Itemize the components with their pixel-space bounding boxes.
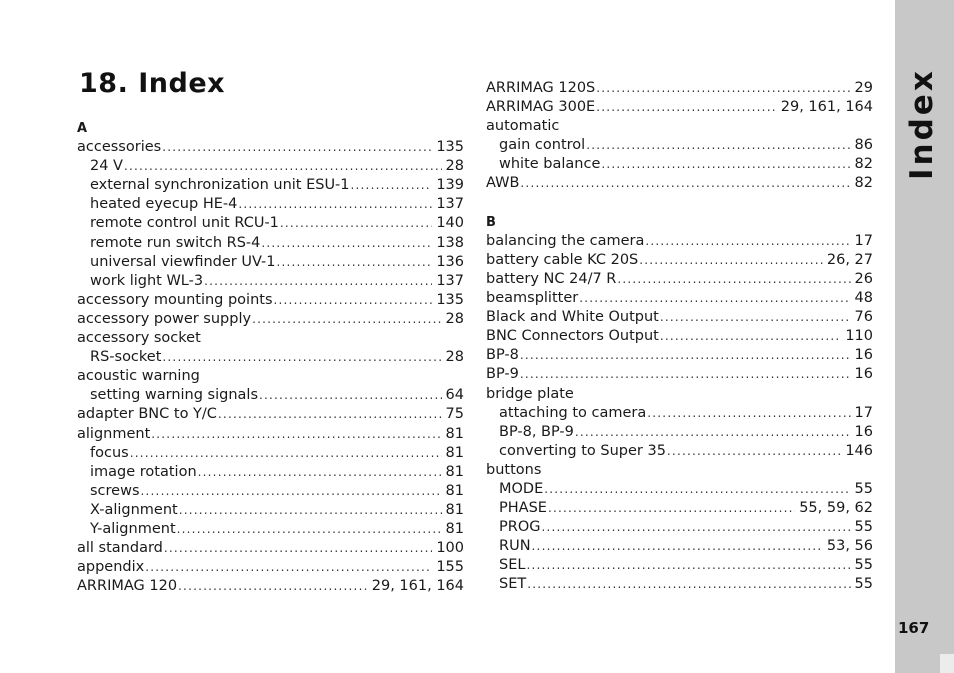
index-term: BP-8: [486, 347, 519, 364]
dot-leader: [532, 537, 823, 556]
index-term: heated eyecup HE-4: [90, 196, 238, 213]
index-subentry: [77, 253, 464, 272]
dot-leader: [647, 404, 850, 423]
index-term: BNC Connectors Output: [486, 328, 659, 345]
page-reference: 55: [854, 519, 873, 536]
section-letter: A: [77, 121, 88, 136]
index-term: image rotation: [90, 463, 197, 480]
index-term: ARRIMAG 300E: [486, 99, 596, 116]
index-term: battery cable KC 20S: [486, 251, 639, 268]
index-entry: [77, 558, 464, 577]
dot-leader: [274, 291, 433, 310]
dot-leader: [520, 365, 851, 384]
page-reference: 146: [845, 442, 873, 459]
page-title: 18. Index: [79, 68, 226, 99]
dot-leader: [526, 556, 850, 575]
index-term: RUN: [499, 538, 531, 555]
index-term: RS-socket: [90, 349, 162, 366]
page-reference: 55: [854, 480, 873, 497]
page-reference: 26, 27: [826, 251, 873, 268]
index-term: converting to Super 35: [499, 442, 666, 459]
index-subentry: [486, 155, 873, 174]
corner-marker: [940, 654, 954, 673]
index-term: appendix: [77, 559, 145, 576]
dot-leader: [177, 520, 442, 539]
dot-leader: [141, 482, 442, 501]
page-reference: 28: [445, 349, 464, 366]
page-reference: 100: [436, 540, 464, 557]
index-entry: [486, 251, 873, 270]
index-term: AWB: [486, 175, 520, 192]
index-entry: [486, 117, 873, 136]
dot-leader: [579, 289, 850, 308]
dot-leader: [162, 348, 441, 367]
index-entry: [77, 577, 464, 596]
index-entry: [486, 79, 873, 98]
dot-leader: [259, 386, 442, 405]
index-entry: [77, 405, 464, 424]
index-term: ARRIMAG 120S: [486, 80, 596, 96]
index-term: bridge plate: [486, 385, 574, 402]
page-reference: 16: [854, 366, 873, 383]
index-entry: [486, 308, 873, 327]
page-reference: 86: [854, 137, 873, 154]
page-reference: 81: [445, 425, 464, 442]
index-entry: [486, 270, 873, 289]
dot-leader: [204, 272, 432, 291]
dot-leader: [277, 253, 433, 272]
page-reference: 16: [854, 423, 873, 440]
dot-leader: [145, 558, 432, 577]
page-reference: 55, 59, 62: [799, 500, 873, 517]
index-term: external synchronization unit ESU-1: [90, 177, 350, 194]
dot-leader: [617, 270, 850, 289]
index-entry: [486, 365, 873, 384]
dot-leader: [541, 518, 850, 537]
index-term: automatic: [486, 118, 560, 135]
index-subentry: [486, 136, 873, 155]
index-term: SEL: [499, 557, 526, 574]
page-number: 167: [898, 619, 930, 637]
dot-leader: [575, 423, 851, 442]
index-term: universal viewfinder UV-1: [90, 253, 276, 270]
dot-leader: [218, 405, 442, 424]
page-reference: 81: [445, 520, 464, 537]
dot-leader: [198, 463, 442, 482]
page-reference: 16: [854, 347, 873, 364]
index-subentry: [486, 518, 873, 537]
index-entry: [486, 289, 873, 308]
spacer: [486, 194, 873, 213]
page-reference: 28: [445, 310, 464, 327]
index-term: adapter BNC to Y/C: [77, 406, 217, 423]
index-subentry: [77, 272, 464, 291]
index-subentry: [486, 423, 873, 442]
index-term: 24 V: [90, 158, 123, 175]
dot-leader: [548, 499, 795, 518]
index-term: all standard: [77, 540, 163, 557]
index-term: battery NC 24/7 R: [486, 270, 617, 287]
dot-leader: [520, 346, 851, 365]
index-term: accessory mounting points: [77, 291, 273, 308]
dot-leader: [124, 157, 442, 176]
page-reference: 137: [436, 272, 464, 289]
page-reference: 155: [436, 559, 464, 576]
dot-leader: [660, 327, 841, 346]
index-term: BP-8, BP-9: [499, 423, 574, 440]
index-entry: [77, 539, 464, 558]
page-reference: 140: [436, 215, 464, 232]
index-column-right: [486, 79, 873, 595]
index-term: acoustic warning: [77, 368, 200, 385]
dot-leader: [527, 575, 850, 594]
index-subentry: [486, 499, 873, 518]
index-entry: [77, 329, 464, 348]
page-reference: 138: [436, 234, 464, 251]
index-term: focus: [90, 444, 129, 461]
dot-leader: [151, 425, 441, 444]
dot-leader: [645, 232, 850, 251]
page-reference: 135: [436, 291, 464, 308]
page-reference: 82: [854, 156, 873, 173]
index-term: white balance: [499, 156, 601, 173]
index-term: X-alignment: [90, 501, 178, 518]
index-term: remote control unit RCU-1: [90, 215, 279, 232]
index-entry: [486, 232, 873, 251]
index-term: alignment: [77, 425, 151, 442]
index-entry: [486, 461, 873, 480]
index-term: ARRIMAG 120: [77, 578, 178, 595]
index-subentry: [77, 195, 464, 214]
dot-leader: [162, 138, 432, 157]
page-reference: 81: [445, 444, 464, 461]
dot-leader: [261, 234, 432, 253]
page-reference: 29, 161, 164: [780, 99, 873, 116]
dot-leader: [596, 98, 777, 117]
page-reference: 26: [854, 270, 873, 287]
page-reference: 53, 56: [826, 538, 873, 555]
index-term: accessory power supply: [77, 310, 252, 327]
index-entry: [77, 291, 464, 310]
index-entry: [77, 138, 464, 157]
index-term: PHASE: [499, 500, 547, 517]
index-term: SET: [499, 576, 527, 593]
index-subentry: [77, 386, 464, 405]
index-term: MODE: [499, 480, 544, 497]
page-reference: 64: [445, 387, 464, 404]
page-reference: 55: [854, 557, 873, 574]
index-subentry: [77, 176, 464, 195]
page-reference: 76: [854, 309, 873, 326]
page-reference: 75: [445, 406, 464, 423]
index-subentry: [486, 537, 873, 556]
page-reference: 29: [854, 80, 873, 96]
dot-leader: [179, 501, 442, 520]
index-entry: [77, 310, 464, 329]
page-reference: 135: [436, 139, 464, 156]
dot-leader: [660, 308, 851, 327]
page-reference: 17: [854, 404, 873, 421]
index-term: buttons: [486, 461, 542, 478]
index-term: PROG: [499, 519, 541, 536]
index-term: BP-9: [486, 366, 519, 383]
index-subentry: [77, 234, 464, 253]
page-reference: 137: [436, 196, 464, 213]
index-subentry: [77, 520, 464, 539]
index-subentry: [77, 214, 464, 233]
dot-leader: [238, 195, 432, 214]
page-reference: 81: [445, 482, 464, 499]
index-entry: [486, 327, 873, 346]
index-entry: [77, 425, 464, 444]
index-term: screws: [90, 482, 140, 499]
page-reference: 28: [445, 158, 464, 175]
index-term: setting warning signals: [90, 387, 258, 404]
index-subentry: [77, 463, 464, 482]
dot-leader: [178, 577, 368, 596]
index-entry: [77, 367, 464, 386]
dot-leader: [544, 480, 850, 499]
page-reference: 81: [445, 463, 464, 480]
index-entry: [486, 385, 873, 404]
side-tab-label: Index: [904, 68, 940, 180]
dot-leader: [351, 176, 433, 195]
index-subentry: [486, 575, 873, 594]
page-reference: 136: [436, 253, 464, 270]
page-reference: 55: [854, 576, 873, 593]
dot-leader: [586, 136, 850, 155]
dot-leader: [520, 174, 850, 193]
dot-leader: [667, 442, 841, 461]
index-term: remote run switch RS-4: [90, 234, 261, 251]
index-term: work light WL-3: [90, 272, 204, 289]
page-reference: 29, 161, 164: [371, 578, 464, 595]
index-term: balancing the camera: [486, 232, 645, 249]
index-subentry: [77, 348, 464, 367]
page-reference: 139: [436, 177, 464, 194]
page-reference: 82: [854, 175, 873, 192]
index-subentry: [486, 480, 873, 499]
index-term: Black and White Output: [486, 309, 659, 326]
index-subentry: [486, 556, 873, 575]
index-subentry: [486, 404, 873, 423]
index-subentry: [77, 444, 464, 463]
index-subentry: [77, 482, 464, 501]
dot-leader: [601, 155, 850, 174]
index-term: beamsplitter: [486, 290, 579, 307]
index-term: accessory socket: [77, 330, 201, 347]
index-entry: [486, 98, 873, 117]
index-term: gain control: [499, 137, 586, 154]
dot-leader: [639, 251, 823, 270]
index-term: accessories: [77, 139, 162, 156]
dot-leader: [252, 310, 441, 329]
dot-leader: [280, 214, 432, 233]
page-reference: 17: [854, 232, 873, 249]
index-entry: [486, 174, 873, 193]
dot-leader: [164, 539, 432, 558]
page-reference: 81: [445, 501, 464, 518]
index-subentry: [486, 442, 873, 461]
dot-leader: [596, 79, 850, 98]
index-subentry: [77, 157, 464, 176]
section-letter: B: [486, 214, 496, 230]
index-entry: [486, 346, 873, 365]
page-reference: 48: [854, 290, 873, 307]
index-term: attaching to camera: [499, 404, 647, 421]
dot-leader: [130, 444, 442, 463]
index-subentry: [77, 501, 464, 520]
index-term: Y-alignment: [90, 520, 176, 537]
index-column-left: [77, 119, 464, 596]
page-reference: 110: [845, 328, 873, 345]
